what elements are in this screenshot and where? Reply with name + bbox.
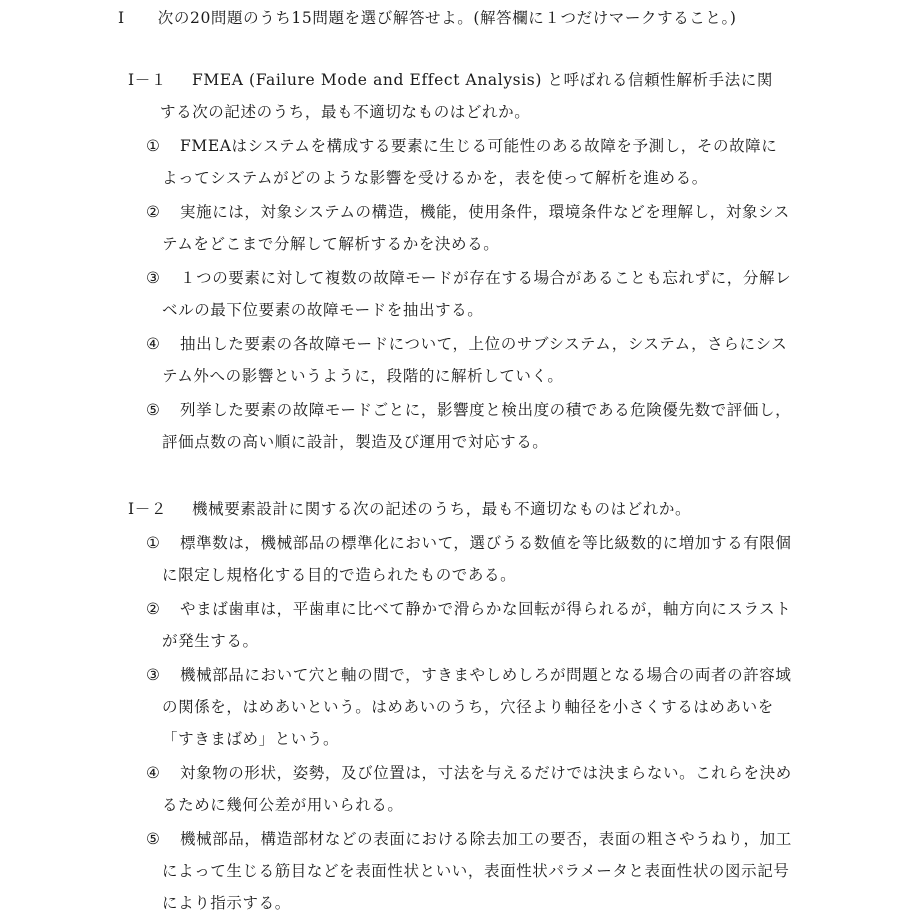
option-text-cont: よってシステムがどのような影響を受けるかを，表を使って解析を進める。 (162, 169, 708, 187)
option-text: やまば歯車は，平歯車に比べて静かで滑らかな回転が得られるが，軸方向にスラスト (180, 600, 792, 618)
option-text: 列挙した要素の故障モードごとに，影響度と検出度の積である危険優先数で評価し， (180, 401, 792, 419)
question-title: FMEA (Failure Mode and Effect Analysis) と呼ばれる信頼性解析手法に関 (192, 71, 773, 89)
option-text: 機械部品において穴と軸の間で，すきまやしめしろが問題となる場合の両者の許容域 (180, 666, 792, 684)
option-text: 抽出した要素の各故障モードについて，上位のサブシステム，システム，さらにシス (180, 335, 788, 353)
section-header (118, 7, 737, 29)
option-text-cont: 評価点数の高い順に設計，製造及び運用で対応する。 (162, 433, 549, 451)
option-text: 対象物の形状，姿勢，及び位置は，寸法を与えるだけでは決まらない。これらを決め (180, 764, 792, 782)
option-text-cont: ベルの最下位要素の故障モードを抽出する。 (162, 301, 484, 319)
question-number: Ⅰ－１ (128, 71, 167, 89)
question-title-line (128, 498, 691, 520)
option-text: 実施には，対象システムの構造，機能，使用条件，環境条件などを理解し，対象シス (180, 203, 790, 221)
option-text-cont: によって生じる筋目などを表面性状といい，表面性状パラメータと表面性状の図示記号 (162, 862, 790, 880)
option-text-cont: 「すきまばめ」という。 (162, 730, 340, 748)
section-number: Ⅰ (118, 9, 125, 27)
option-text-cont: が発生する。 (162, 632, 259, 650)
question-title-cont: する次の記述のうち，最も不適切なものはどれか。 (160, 103, 531, 121)
option-mark: ① (146, 137, 160, 155)
option-mark: ② (146, 600, 160, 618)
option-mark: ④ (146, 335, 160, 353)
option-mark: ③ (146, 269, 160, 287)
option-mark: ① (146, 534, 160, 552)
option-text-cont: テム外への影響というように，段階的に解析していく。 (162, 367, 564, 385)
option-text-cont: テムをどこまで分解して解析するかを決める。 (162, 235, 500, 253)
option-mark: ② (146, 203, 160, 221)
option-text: 標準数は，機械部品の標準化において，選びうる数値を等比級数的に増加する有限個 (180, 534, 792, 552)
option-text-cont: により指示する。 (162, 894, 291, 912)
option-text: FMEAはシステムを構成する要素に生じる可能性のある故障を予測し，その故障に (180, 137, 778, 155)
question-number: Ⅰ－２ (128, 500, 167, 518)
option-mark: ⑤ (146, 401, 160, 419)
option-text-cont: るために幾何公差が用いられる。 (162, 796, 404, 814)
option-mark: ③ (146, 666, 160, 684)
option-text: 機械部品，構造部材などの表面における除去加工の要否，表面の粗さやうねり，加工 (180, 830, 792, 848)
option-text-cont: に限定し規格化する目的で造られたものである。 (162, 566, 517, 584)
option-text: １つの要素に対して複数の故障モードが存在する場合があることも忘れずに，分解レ (180, 269, 792, 287)
option-text-cont: の関係を，はめあいという。はめあいのうち，穴径より軸径を小さくするはめあいを (162, 698, 774, 716)
section-instruction: 次の20問題のうち15問題を選び解答せよ。(解答欄に１つだけマークすること。) (157, 9, 737, 27)
option-mark: ⑤ (146, 830, 160, 848)
option-mark: ④ (146, 764, 160, 782)
question-title: 機械要素設計に関する次の記述のうち，最も不適切なものはどれか。 (192, 500, 692, 518)
question-title-line (128, 69, 773, 91)
